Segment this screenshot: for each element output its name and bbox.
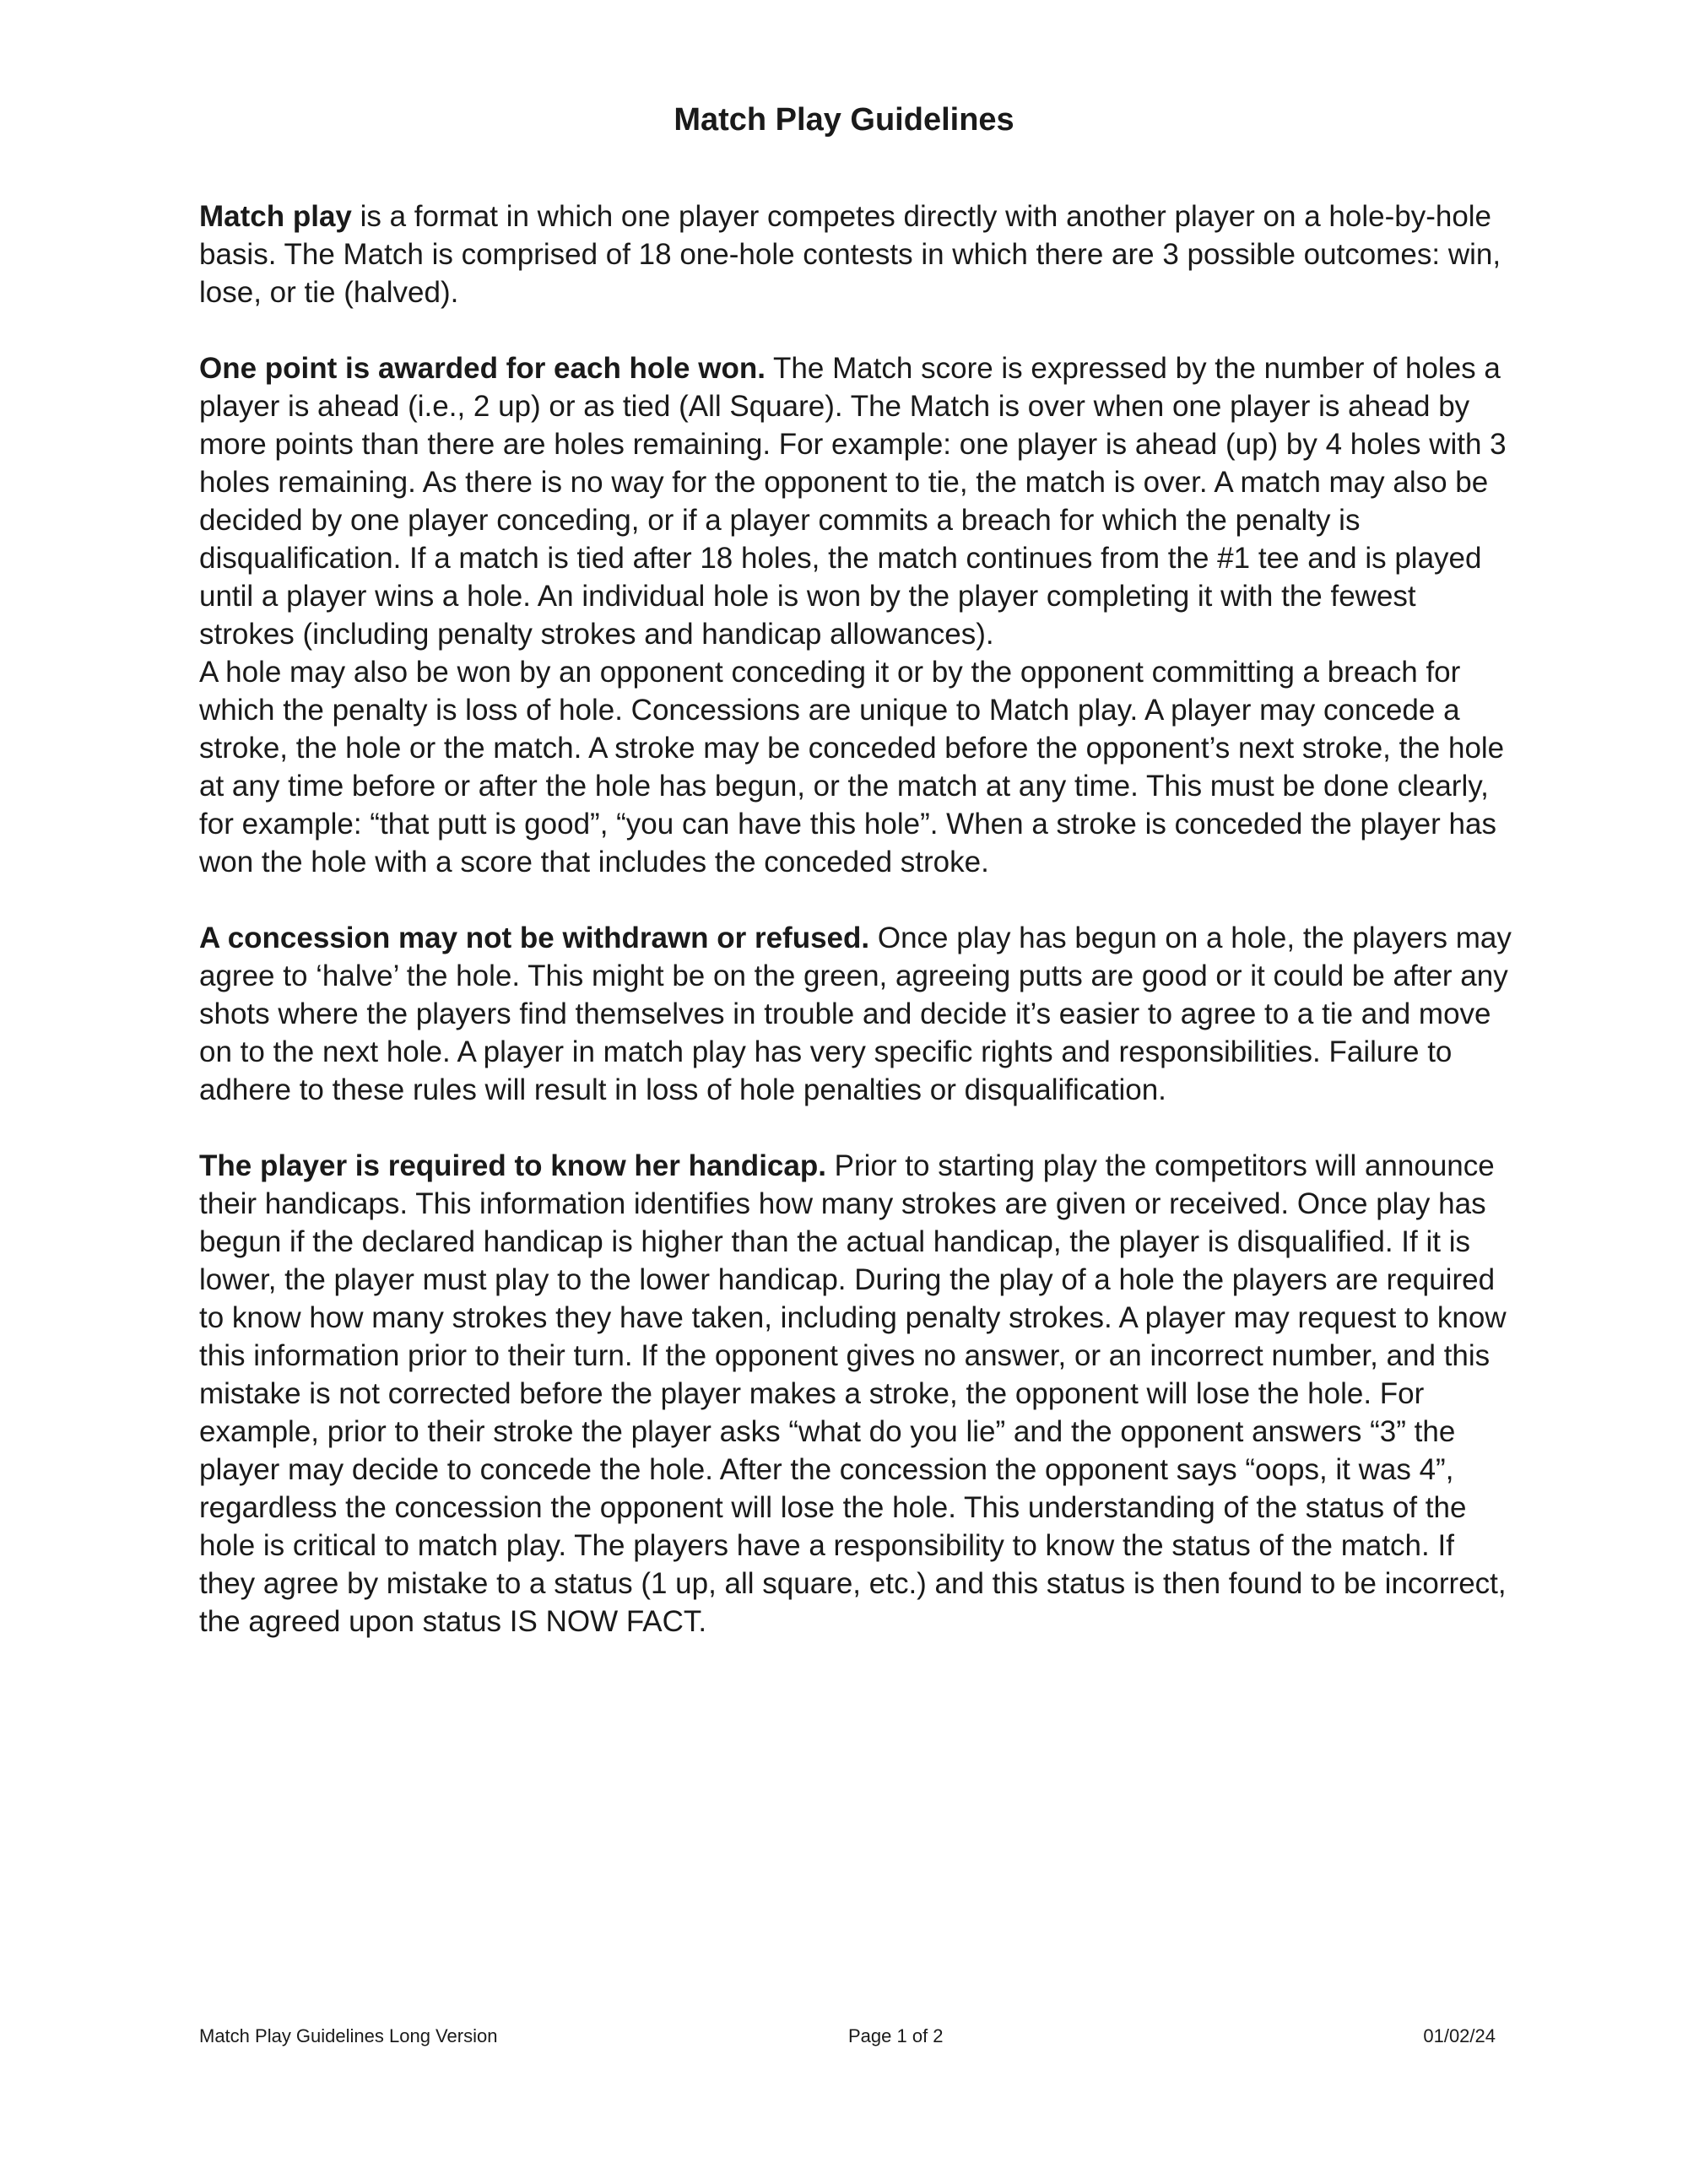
footer-page-number: Page 1 of 2 [848,2025,944,2046]
page-title: Match Play Guidelines [674,102,1014,138]
paragraph-text: The Match score is expressed by the number of holes a player is ahead (i.e., 2 up) or as tied (All Square). The Match is over when one player is ahead by more points than there are holes remaining. For example: one player is ahead (up) by 4 holes with 3 holes remaining. As there is no way for the opponent to tie, the match is over. A match may also be decided by one player conceding, or if a player commits a breach for which the penalty is disqualification. If a match is tied after 18 holes, the match continues from the #1 tee and is played until a player wins a hole. An individual hole is won by the player completing it with the fewest strokes (including penalty strokes and handicap allowances). [199,352,1507,651]
document-body [199,197,1516,1679]
paragraph-lead: Match play [199,200,352,233]
paragraph-lead: A concession may not be withdrawn or refused. [199,922,870,954]
paragraph-concessions [199,653,1516,881]
paragraph-text: Prior to starting play the competitors will announce their handicaps. This information identifies how many strokes are given or received. Once play has begun if the declared handicap is higher than the actual handicap, the player is disqualified. If it is lower, the player must play to the lower handicap. During the play of a hole the players are required to know how many strokes they have taken, including penalty strokes. A player may request to know this information prior to their turn. If the opponent gives no answer, or an incorrect number, and this mistake is not corrected before the player makes a stroke, the opponent will lose the hole. For example, prior to their stroke the player asks “what do you lie” and the opponent answers “3” the player may decide to concede the hole. After the concession the opponent says “oops, it was 4”, regardless the concession the opponent will lose the hole. This understanding of the status of the hole is critical to match play. The players have a responsibility to know the status of the match. If they agree by mistake to a status (1 up, all square, etc.) and this status is then found to be incorrect, the agreed upon status IS NOW FACT. [199,1149,1507,1638]
paragraph-text: A hole may also be won by an opponent conceding it or by the opponent committing a breach for which the penalty is loss of hole. Concessions are unique to Match play. A player may concede a stroke, the hole or the match. A stroke may be conceded before the opponent’s next stroke, the hole at any time before or after the hole has begun, or the match at any time. This must be done clearly, for example: “that putt is good”, “you can have this hole”. When a stroke is conceded the player has won the hole with a score that includes the conceded stroke. [199,656,1505,878]
paragraph-text: Once play has begun on a hole, the players may agree to ‘halve’ the hole. This might be on the green, agreeing putts are good or it could be after any shots where the players find themselves in trouble and decide it’s easier to agree to a tie and move on to the next hole. A player in match play has very specific rights and responsibilities. Failure to adhere to these rules will result in loss of hole penalties or disqualification. [199,922,1512,1106]
paragraph-lead: The player is required to know her handicap. [199,1149,826,1182]
paragraph-concession-rules [199,919,1516,1109]
paragraph-match-play [199,197,1516,311]
footer-date: 01/02/24 [1423,2025,1496,2046]
paragraph-scoring [199,349,1516,653]
paragraph-lead: One point is awarded for each hole won. [199,352,766,385]
paragraph-text: is a format in which one player competes directly with another player on a hole-by-hole basis. The Match is comprised of 18 one-hole contests in which there are 3 possible outcomes: win, lose, or tie (halved). [199,200,1501,309]
footer-document-name: Match Play Guidelines Long Version [199,2025,498,2046]
paragraph-handicap [199,1147,1516,1641]
